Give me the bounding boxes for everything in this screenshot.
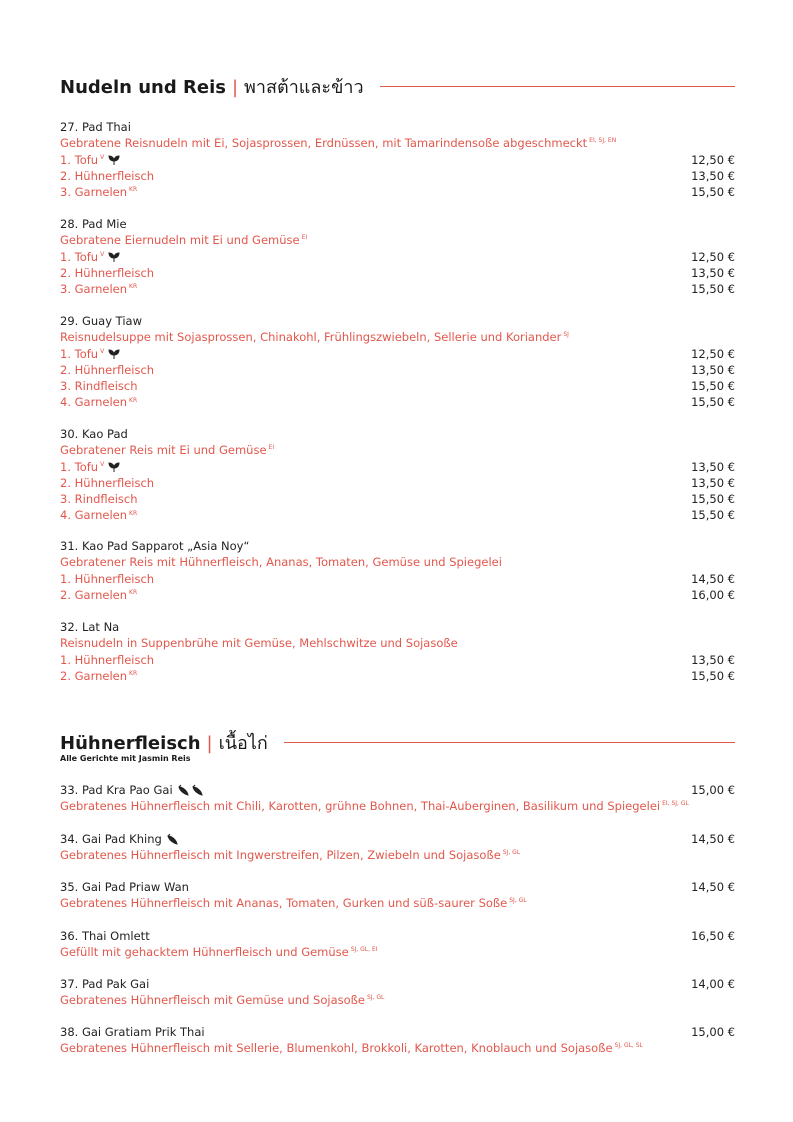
allergen-codes: EI: [301, 234, 308, 242]
price: 13,50 €: [691, 265, 735, 280]
dish-option: 2. Hühnerfleisch 13,50 €: [60, 265, 735, 280]
dish-option: 2. Garnelen $^{KR}$ 15,50 €: [60, 668, 735, 683]
dish-description: Gebratene Reisnudeln mit Ei, Sojasprossen, Erdnüssen, mit Tamarindensoße abgeschmeckt $^{EI, SJ, EN}$: [60, 136, 617, 151]
price: 15,50 €: [691, 508, 735, 523]
dish-option: 1. Tofu $^V$ 12,50 €: [60, 152, 735, 167]
allergen-codes: SJ: [563, 331, 569, 339]
dish-option: 2. Hühnerfleisch 13,50 €: [60, 362, 735, 377]
dish-30: [60, 426, 735, 524]
price: 13,50 €: [691, 362, 735, 377]
allergen-codes: SJ, GL, SL: [614, 1042, 643, 1050]
dish-option: 1. Tofu $^V$ 12,50 €: [60, 346, 735, 361]
dish-option: 1. Hühnerfleisch 14,50 €: [60, 571, 735, 586]
allergen-codes: EI: [268, 444, 275, 452]
dish-option: 2. Hühnerfleisch 13,50 €: [60, 168, 735, 183]
title-separator: |: [206, 733, 213, 754]
leaf-icon: [108, 252, 120, 263]
price: 15,50 €: [691, 379, 735, 394]
dish-name: 36. Thai Omlett 16,50 €: [60, 929, 735, 943]
price: 14,50 €: [691, 880, 735, 894]
price: 14,50 €: [691, 571, 735, 586]
dish-description: Gebratener Reis mit Hühnerfleisch, Ananas, Tomaten, Gemüse und Spiegelei: [60, 555, 502, 570]
section-title: [60, 72, 364, 101]
dish-name: 33. Pad Kra Pao Gai 15,00 €: [60, 783, 735, 797]
section-title-german: Hühnerfleisch: [60, 733, 201, 754]
dish-description: Reisnudeln in Suppenbrühe mit Gemüse, Mehlschwitze und Sojasoße: [60, 636, 458, 651]
price: 15,00 €: [691, 1025, 735, 1039]
dish-34: [60, 831, 735, 864]
price: 13,50 €: [691, 459, 735, 474]
leaf-icon: [108, 462, 120, 473]
dish-option: 3. Garnelen $^{KR}$ 15,50 €: [60, 185, 735, 200]
price: 15,50 €: [691, 185, 735, 200]
dish-description: Gebratenes Hühnerfleisch mit Gemüse und Sojasoße $^{SJ, GL}$: [60, 993, 385, 1008]
dish-option: 3. Garnelen $^{KR}$ 15,50 €: [60, 282, 735, 297]
dish-description: Gebratene Eiernudeln mit Ei und Gemüse $^{EI}$: [60, 233, 308, 248]
dish-name: 34. Gai Pad Khing 14,50 €: [60, 832, 735, 846]
dish-name: 38. Gai Gratiam Prik Thai 15,00 €: [60, 1025, 735, 1039]
allergen-codes: SJ, GL: [509, 897, 527, 905]
dish-description: Gebratenes Hühnerfleisch mit Sellerie, Blumenkohl, Brokkoli, Karotten, Knoblauch und Sojasoße $^{SJ, GL, SL}$: [60, 1041, 643, 1056]
dish-36: [60, 928, 735, 961]
price: 16,50 €: [691, 929, 735, 943]
price: 12,50 €: [691, 249, 735, 264]
dish-name: 35. Gai Pad Priaw Wan 14,50 €: [60, 880, 735, 894]
dish-description: Gebratenes Hühnerfleisch mit Chili, Karotten, grühne Bohnen, Thai-Auberginen, Basilikum und Spiegelei $^{EI, SJ, GL}$: [60, 799, 689, 814]
price: 12,50 €: [691, 152, 735, 167]
section-title-thai: เนื้อไก่: [218, 733, 268, 754]
dish-name: 30. Kao Pad: [60, 427, 128, 441]
price: 12,50 €: [691, 346, 735, 361]
dish-name: 27. Pad Thai: [60, 120, 131, 134]
price: 15,00 €: [691, 783, 735, 797]
chili-icon: [166, 833, 180, 845]
allergen-codes: SJ, GL: [366, 994, 385, 1002]
allergen-codes: EI, SJ, EN: [589, 137, 617, 145]
dish-name: 29. Guay Tiaw: [60, 314, 142, 328]
price: 14,00 €: [691, 977, 735, 991]
dish-name: 37. Pad Pak Gai 14,00 €: [60, 977, 735, 991]
dish-option: 1. Tofu $^V$ 13,50 €: [60, 459, 735, 474]
dish-37: [60, 976, 735, 1009]
dish-32: [60, 619, 735, 684]
dish-option: 1. Tofu $^V$ 12,50 €: [60, 249, 735, 264]
dish-option: 3. Rindfleisch 15,50 €: [60, 492, 735, 507]
price: 15,50 €: [691, 395, 735, 410]
dish-option: 3. Rindfleisch 15,50 €: [60, 379, 735, 394]
price: 15,50 €: [691, 668, 735, 683]
dish-name: 31. Kao Pad Sapparot „Asia Noy“: [60, 539, 250, 553]
allergen-codes: SJ, GL: [502, 849, 521, 857]
dish-31: [60, 538, 735, 603]
price: 15,50 €: [691, 282, 735, 297]
allergen-codes: SJ, GL, EI: [350, 946, 378, 954]
dish-28: [60, 216, 735, 297]
section-subtitle: Alle Gerichte mit Jasmin Reis: [60, 754, 191, 763]
section-header-chicken: [60, 728, 735, 757]
section-title-thai: พาสต้าและข้าว: [244, 77, 364, 98]
price: 13,50 €: [691, 475, 735, 490]
section-rule: [380, 86, 735, 87]
dish-option: 4. Garnelen $^{KR}$ 15,50 €: [60, 508, 735, 523]
dish-38: [60, 1024, 735, 1057]
dish-35: [60, 879, 735, 912]
dish-description: Reisnudelsuppe mit Sojasprossen, Chinakohl, Frühlingszwiebeln, Sellerie und Koriander $^{SJ}$: [60, 330, 569, 345]
price: 13,50 €: [691, 652, 735, 667]
leaf-icon: [108, 155, 120, 166]
dish-option: 1. Hühnerfleisch 13,50 €: [60, 652, 735, 667]
section-header-noodles-rice: [60, 72, 735, 101]
leaf-icon: [108, 349, 120, 360]
dish-description: Gebratener Reis mit Ei und Gemüse $^{EI}$: [60, 443, 275, 458]
dish-name: 28. Pad Mie: [60, 217, 127, 231]
section-title-german: Nudeln und Reis: [60, 77, 226, 98]
dish-27: [60, 119, 735, 200]
price: 14,50 €: [691, 832, 735, 846]
dish-29: [60, 313, 735, 411]
section-rule: [284, 742, 735, 743]
allergen-codes: EI, SJ, GL: [662, 800, 689, 808]
dish-name: 32. Lat Na: [60, 620, 120, 634]
price: 13,50 €: [691, 168, 735, 183]
dish-33: [60, 782, 735, 815]
price: 15,50 €: [691, 492, 735, 507]
price: 16,00 €: [691, 587, 735, 602]
dish-description: Gebratenes Hühnerfleisch mit Ingwerstreifen, Pilzen, Zwiebeln und Sojasoße $^{SJ, GL}$: [60, 848, 521, 863]
dish-option: 2. Garnelen $^{KR}$ 16,00 €: [60, 587, 735, 602]
dish-option: 2. Hühnerfleisch 13,50 €: [60, 475, 735, 490]
title-separator: |: [231, 77, 239, 98]
chili-icon: [177, 784, 205, 796]
dish-option: 4. Garnelen $^{KR}$ 15,50 €: [60, 395, 735, 410]
dish-description: Gebratenes Hühnerfleisch mit Ananas, Tomaten, Gurken und süß-saurer Soße $^{SJ, GL}$: [60, 896, 527, 911]
section-title: [60, 728, 268, 757]
dish-description: Gefüllt mit gehacktem Hühnerfleisch und Gemüse $^{SJ, GL, EI}$: [60, 945, 378, 960]
